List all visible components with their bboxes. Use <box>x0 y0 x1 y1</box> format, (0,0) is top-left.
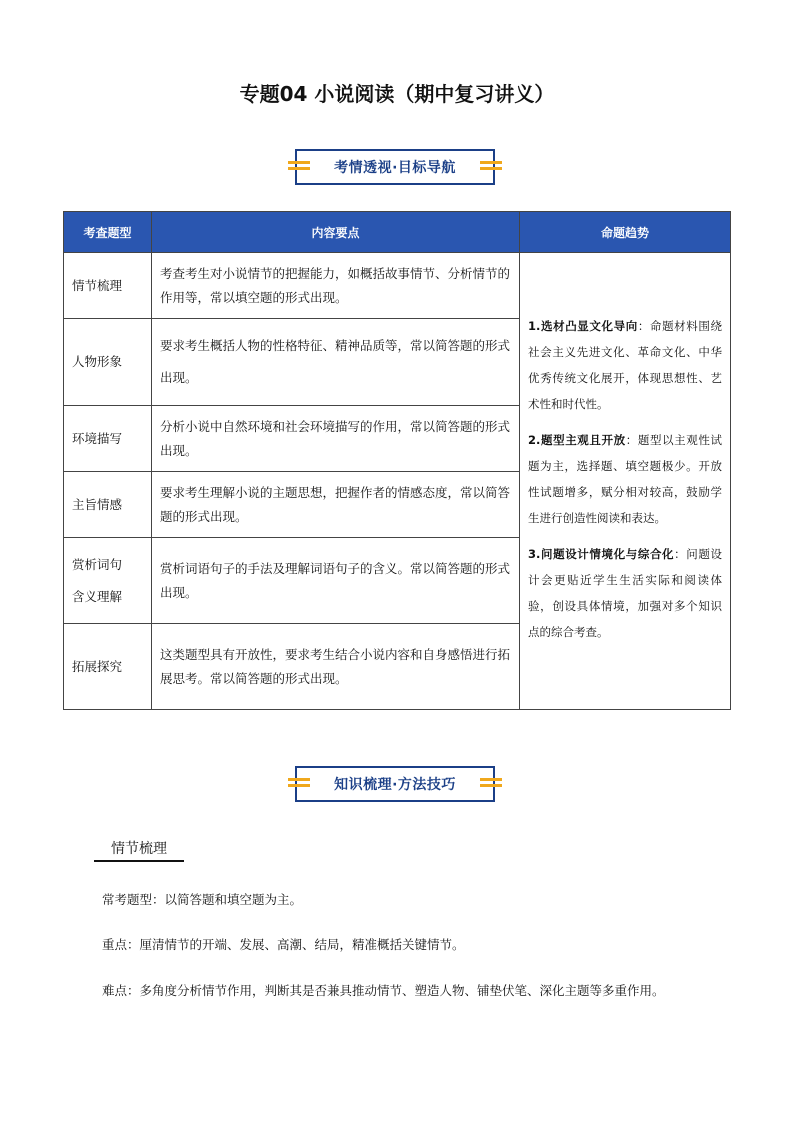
trend-text: ：题型以主观性试题为主，选择题、填空题极少。开放性试题增多，赋分相对较高，鼓励学生进行创造性阅读和表达。 <box>528 433 723 525</box>
banner-exam-overview <box>295 149 495 185</box>
point-cell: 赏析词语句子的手法及理解词语句子的含义。常以简答题的形式出现。 <box>152 538 520 624</box>
paragraph-difficulties: 难点：多角度分析情节作用，判断其是否兼具推动情节、塑造人物、铺垫伏笔、深化主题等多重作用。 <box>102 983 665 998</box>
type-cell: 环境描写 <box>64 406 152 472</box>
type-cell: 主旨情感 <box>64 472 152 538</box>
table-row <box>64 253 731 319</box>
trend-head: 3.问题设计情境化与综合化 <box>528 547 675 561</box>
banner-knowledge-methods <box>295 766 495 802</box>
type-cell: 拓展探究 <box>64 624 152 710</box>
banner-label: 知识梳理·方法技巧 <box>334 777 456 793</box>
trend-item <box>528 313 722 417</box>
point-cell: 分析小说中自然环境和社会环境描写的作用，常以简答题的形式出现。 <box>152 406 520 472</box>
paragraph-exam-types: 常考题型：以简答题和填空题为主。 <box>102 892 303 907</box>
banner-label: 考情透视·目标导航 <box>334 160 456 176</box>
type-cell: 情节梳理 <box>64 253 152 319</box>
trend-item <box>528 427 722 531</box>
overview-table <box>63 211 731 710</box>
header-cell: 内容要点 <box>152 212 520 253</box>
trend-item <box>528 541 722 645</box>
trend-cell <box>520 253 731 710</box>
section-heading: 情节梳理 <box>94 838 184 862</box>
type-cell <box>64 538 152 624</box>
point-cell: 这类题型具有开放性，要求考生结合小说内容和自身感悟进行拓展思考。常以简答题的形式出现。 <box>152 624 520 710</box>
point-cell: 考查考生对小说情节的把握能力，如概括故事情节、分析情节的作用等，常以填空题的形式出现。 <box>152 253 520 319</box>
type-line: 含义理解 <box>72 588 123 604</box>
paragraph-key-points: 重点：厘清情节的开端、发展、高潮、结局，精准概括关键情节。 <box>102 937 465 952</box>
trend-text: ：问题设计会更贴近学生生活实际和阅读体验，创设具体情境，加强对多个知识点的综合考查。 <box>528 547 722 639</box>
type-line: 赏析词句 <box>72 556 123 572</box>
table-header-row <box>64 212 731 253</box>
header-cell: 考查题型 <box>64 212 152 253</box>
header-cell: 命题趋势 <box>520 212 731 253</box>
banner-decoration-icon <box>480 778 502 790</box>
banner-decoration-icon <box>480 161 502 173</box>
point-cell: 要求考生概括人物的性格特征、精神品质等，常以简答题的形式出现。 <box>152 319 520 406</box>
banner-decoration-icon <box>288 778 310 790</box>
type-cell: 人物形象 <box>64 319 152 406</box>
trend-head: 2.题型主观且开放 <box>528 433 626 447</box>
document-title: 专题04 小说阅读（期中复习讲义） <box>239 82 555 106</box>
trend-text: ：命题材料围绕社会主义先进文化、革命文化、中华优秀传统文化展开，体现思想性、艺术性和时代性。 <box>528 319 723 411</box>
trend-head: 1.选材凸显文化导向 <box>528 319 638 333</box>
banner-decoration-icon <box>288 161 310 173</box>
point-cell: 要求考生理解小说的主题思想，把握作者的情感态度，常以简答题的形式出现。 <box>152 472 520 538</box>
